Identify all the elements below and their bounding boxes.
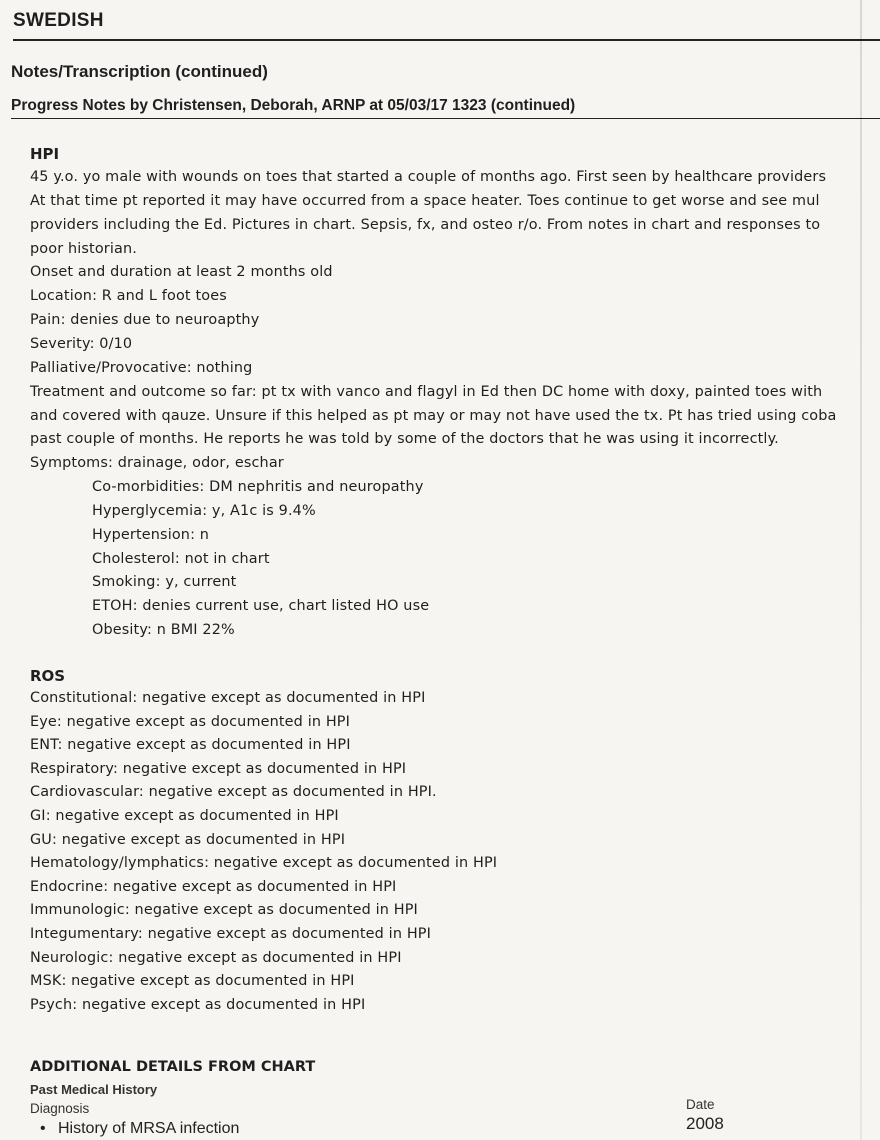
date-column-label: Date (686, 1097, 715, 1112)
ros-line: Eye: negative except as documented in HPI (30, 713, 351, 730)
hpi-text-line: past couple of months. He reports he was told by some of the doctors that he was using it incorrectly. (30, 431, 779, 448)
hpi-detail-line: Smoking: y, current (92, 574, 237, 591)
ros-line: GI: negative except as documented in HPI (30, 808, 339, 824)
ros-line: Neurologic: negative except as documented in HPI (30, 949, 402, 966)
hpi-text-line: Treatment and outcome so far: pt tx with vanco and flagyl in Ed then DC home with doxy, painted toes with (30, 383, 823, 400)
hpi-text-line: Onset and duration at least 2 months old (30, 264, 333, 281)
ros-line: ENT: negative except as documented in HPI (30, 737, 351, 754)
hpi-heading: HPI (30, 145, 60, 163)
hpi-detail-line: Co-morbidities: DM nephritis and neuropathy (92, 479, 424, 496)
hpi-text-line: 45 y.o. yo male with wounds on toes that started a couple of months ago. First seen by healthcare providers (30, 169, 827, 185)
ros-line: Respiratory: negative except as documented in HPI (30, 760, 407, 777)
hpi-detail-line: ETOH: denies current use, chart listed HO use (92, 598, 430, 615)
page-fold-shadow (860, 0, 862, 1140)
ros-line: Cardiovascular: negative except as documented in HPI. (30, 784, 437, 801)
section-title: Notes/Transcription (continued) (11, 62, 268, 81)
ros-line: Endocrine: negative except as documented in HPI (30, 878, 397, 895)
ros-line: Immunologic: negative except as documented in HPI (30, 902, 418, 919)
ros-heading: ROS (30, 667, 66, 685)
hpi-text-line: At that time pt reported it may have occurred from a space heater. Toes continue to get worse and see mul (30, 192, 820, 209)
past-medical-history-heading: Past Medical History (30, 1082, 158, 1097)
ros-line: Hematology/lymphatics: negative except as documented in HPI (30, 855, 498, 872)
hpi-text-line: Symptoms: drainage, odor, eschar (30, 455, 284, 472)
hpi-text-line: Severity: 0/10 (30, 335, 133, 352)
hpi-text-line: Palliative/Provocative: nothing (30, 359, 253, 376)
hpi-text-line: and covered with qauze. Unsure if this helped as pt may or may not have used the tx. Pt has tried using coba (30, 407, 837, 424)
ros-line: Constitutional: negative except as documented in HPI (30, 690, 426, 706)
ros-line: MSK: negative except as documented in HPI (30, 973, 355, 990)
hpi-detail-line: Hyperglycemia: y, A1c is 9.4% (92, 502, 316, 519)
hpi-text-line: poor historian. (30, 240, 137, 257)
ros-line: GU: negative except as documented in HPI (30, 831, 346, 848)
hpi-text-line: providers including the Ed. Pictures in chart. Sepsis, fx, and osteo r/o. From notes in chart and responses to (30, 216, 821, 233)
diagnosis-item (40, 1120, 239, 1138)
diagnosis-text: History of MRSA infection (58, 1120, 240, 1137)
ros-line: Psych: negative except as documented in HPI (30, 996, 366, 1013)
diagnosis-column-label: Diagnosis (30, 1101, 90, 1116)
hpi-detail-line: Cholesterol: not in chart (92, 550, 270, 567)
additional-details-heading: ADDITIONAL DETAILS FROM CHART (30, 1059, 316, 1075)
brand-header: SWEDISH (13, 10, 880, 41)
hpi-text-line: Location: R and L foot toes (30, 288, 227, 305)
bullet-icon: • (40, 1120, 46, 1137)
hpi-detail-line: Obesity: n BMI 22% (92, 622, 235, 639)
diagnosis-date: 2008 (686, 1114, 724, 1133)
ros-line: Integumentary: negative except as documented in HPI (30, 926, 432, 942)
hpi-text-line: Pain: denies due to neuroapthy (30, 312, 260, 329)
hpi-detail-line: Hypertension: n (92, 526, 210, 543)
progress-note-title: Progress Notes by Christensen, Deborah, ARNP at 05/03/17 1323 (continued) (11, 97, 880, 119)
